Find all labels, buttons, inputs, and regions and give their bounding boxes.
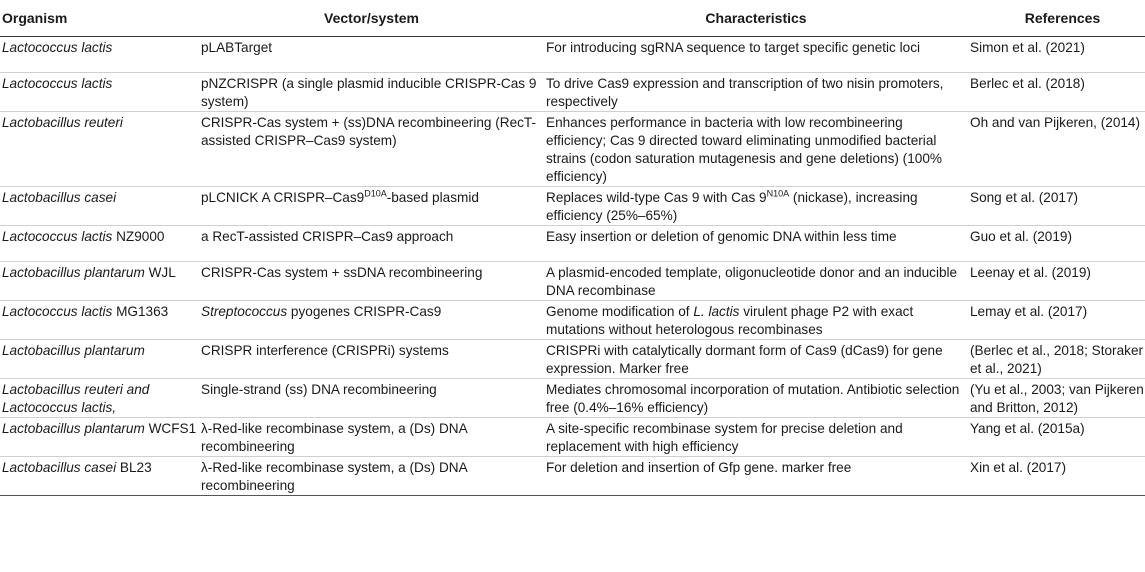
reference-cell: Simon et al. (2021) bbox=[970, 40, 1085, 55]
characteristics-cell bbox=[546, 187, 970, 226]
vector-text: Single-strand (ss) DNA recombineering bbox=[201, 382, 437, 397]
organism-cell bbox=[0, 112, 201, 187]
characteristics-cell bbox=[546, 457, 970, 496]
characteristics-cell bbox=[546, 73, 970, 112]
characteristics-text: CRISPRi with catalytically dormant form of Cas9 (dCas9) for gene expression. Marker free bbox=[546, 343, 943, 376]
vector-cell bbox=[201, 73, 546, 112]
organism-strain: MG1363 bbox=[112, 304, 169, 319]
reference-cell: Lemay et al. (2017) bbox=[970, 304, 1088, 319]
characteristics-cell bbox=[546, 379, 970, 418]
characteristics-cell bbox=[546, 418, 970, 457]
vector-cell bbox=[201, 379, 546, 418]
vector-cell bbox=[201, 262, 546, 301]
table-row bbox=[0, 187, 1145, 226]
organism-strain: WCFS1 bbox=[144, 421, 197, 436]
reference-cell: Leenay et al. (2019) bbox=[970, 265, 1091, 280]
vector-text: λ-Red-like recombinase system, a (Ds) DNA recombineering bbox=[201, 460, 467, 493]
characteristics-text: A plasmid-encoded template, oligonucleotide donor and an inducible DNA recombinase bbox=[546, 265, 958, 298]
vector-text: CRISPR-Cas system + ssDNA recombineering bbox=[201, 265, 483, 280]
characteristics-text: Enhances performance in bacteria with low recombineering efficiency; Cas 9 directed toward eliminating unmodified bacterial strains (codon saturation mutagenesis and gene deletions) (100% efficiency) bbox=[546, 115, 942, 184]
table-row bbox=[0, 418, 1145, 457]
reference-cell: (Berlec et al., 2018; Storaker et al., 2021) bbox=[970, 343, 1144, 376]
table-row bbox=[0, 457, 1145, 496]
vector-cell bbox=[201, 418, 546, 457]
organism-name: Lactobacillus plantarum bbox=[2, 265, 145, 280]
header-vector: Vector/system bbox=[201, 0, 546, 37]
characteristics-text: A site-specific recombinase system for precise deletion and replacement with high efficiency bbox=[546, 421, 903, 454]
organism-name: Lactococcus lactis bbox=[2, 229, 113, 244]
organism-cell bbox=[0, 37, 201, 73]
organism-cell bbox=[0, 226, 201, 262]
characteristics-text: Replaces wild-type Cas 9 with Cas 9 bbox=[546, 190, 767, 205]
vector-text: a RecT-assisted CRISPR–Cas9 approach bbox=[201, 229, 454, 244]
vector-text: CRISPR-Cas system + (ss)DNA recombineering (RecT-assisted CRISPR–Cas9 system) bbox=[201, 115, 537, 148]
header-characteristics: Characteristics bbox=[546, 0, 970, 37]
vector-cell bbox=[201, 301, 546, 340]
organism-cell bbox=[0, 379, 201, 418]
characteristics-cell bbox=[546, 112, 970, 187]
reference-cell: Xin et al. (2017) bbox=[970, 460, 1066, 475]
organism-cell bbox=[0, 73, 201, 112]
characteristics-text-suffix: (nickase), increasing efficiency (25%–65%) bbox=[546, 190, 918, 223]
table-row bbox=[0, 226, 1145, 262]
characteristics-cell bbox=[546, 340, 970, 379]
vector-cell bbox=[201, 457, 546, 496]
organism-cell bbox=[0, 340, 201, 379]
organism-name: Lactobacillus reuteri and Lactococcus lactis, bbox=[2, 382, 150, 415]
vector-superscript: D10A bbox=[364, 188, 387, 199]
characteristics-text: For introducing sgRNA sequence to target specific genetic loci bbox=[546, 40, 921, 55]
characteristics-text: Easy insertion or deletion of genomic DNA within less time bbox=[546, 229, 897, 244]
vector-text: pLABTarget bbox=[201, 40, 273, 55]
reference-cell: Oh and van Pijkeren, (2014) bbox=[970, 115, 1141, 130]
vector-cell bbox=[201, 340, 546, 379]
organism-cell bbox=[0, 457, 201, 496]
table-row bbox=[0, 112, 1145, 187]
characteristics-text: Mediates chromosomal incorporation of mutation. Antibiotic selection free (0.4%–16% efficiency) bbox=[546, 382, 960, 415]
characteristics-superscript: N10A bbox=[766, 188, 790, 199]
reference-cell: Guo et al. (2019) bbox=[970, 229, 1073, 244]
organism-strain: WJL bbox=[144, 265, 176, 280]
vector-text: pLCNICK A CRISPR–Cas9 bbox=[201, 190, 365, 205]
table-row bbox=[0, 301, 1145, 340]
vector-italic-text: Streptococcus bbox=[201, 304, 288, 319]
organism-name: Lactococcus lactis bbox=[2, 76, 113, 91]
organism-name: Lactobacillus casei bbox=[2, 190, 117, 205]
organism-cell bbox=[0, 418, 201, 457]
organism-name: Lactobacillus plantarum bbox=[2, 343, 145, 358]
organism-cell bbox=[0, 301, 201, 340]
vector-text: pNZCRISPR (a single plasmid inducible CRISPR-Cas 9 system) bbox=[201, 76, 537, 109]
header-row bbox=[0, 0, 1145, 37]
characteristics-text: Genome modification of bbox=[546, 304, 694, 319]
characteristics-text-suffix: virulent phage P2 with exact mutations without heterologous recombinases bbox=[546, 304, 914, 337]
reference-cell: Berlec et al. (2018) bbox=[970, 76, 1085, 91]
organism-name: Lactobacillus casei bbox=[2, 460, 117, 475]
header-organism: Organism bbox=[0, 0, 201, 37]
vector-text: pyogenes CRISPR-Cas9 bbox=[287, 304, 442, 319]
characteristics-text: To drive Cas9 expression and transcription of two nisin promoters, respectively bbox=[546, 76, 944, 109]
vector-text: λ-Red-like recombinase system, a (Ds) DNA recombineering bbox=[201, 421, 467, 454]
organism-name: Lactobacillus reuteri bbox=[2, 115, 123, 130]
vector-text: CRISPR interference (CRISPRi) systems bbox=[201, 343, 449, 358]
vector-text-suffix: -based plasmid bbox=[386, 190, 479, 205]
organism-strain: NZ9000 bbox=[112, 229, 165, 244]
reference-cell: Yang et al. (2015a) bbox=[970, 421, 1085, 436]
organism-cell bbox=[0, 262, 201, 301]
organism-cell bbox=[0, 187, 201, 226]
characteristics-italic-text: L. lactis bbox=[693, 304, 740, 319]
reference-cell: Song et al. (2017) bbox=[970, 190, 1079, 205]
table-row bbox=[0, 379, 1145, 418]
vector-cell bbox=[201, 37, 546, 73]
vector-cell bbox=[201, 187, 546, 226]
characteristics-cell bbox=[546, 226, 970, 262]
organism-name: Lactococcus lactis bbox=[2, 40, 113, 55]
characteristics-cell bbox=[546, 301, 970, 340]
table-row bbox=[0, 73, 1145, 112]
organism-name: Lactobacillus plantarum bbox=[2, 421, 145, 436]
organism-name: Lactococcus lactis bbox=[2, 304, 113, 319]
characteristics-text: For deletion and insertion of Gfp gene. marker free bbox=[546, 460, 852, 475]
table-row bbox=[0, 340, 1145, 379]
organism-strain: BL23 bbox=[116, 460, 152, 475]
characteristics-cell bbox=[546, 37, 970, 73]
vector-cell bbox=[201, 226, 546, 262]
table-row bbox=[0, 262, 1145, 301]
header-references: References bbox=[970, 0, 1145, 37]
characteristics-cell bbox=[546, 262, 970, 301]
reference-cell: (Yu et al., 2003; van Pijkeren and Britton, 2012) bbox=[970, 382, 1144, 415]
table-row bbox=[0, 37, 1145, 73]
vector-cell bbox=[201, 112, 546, 187]
